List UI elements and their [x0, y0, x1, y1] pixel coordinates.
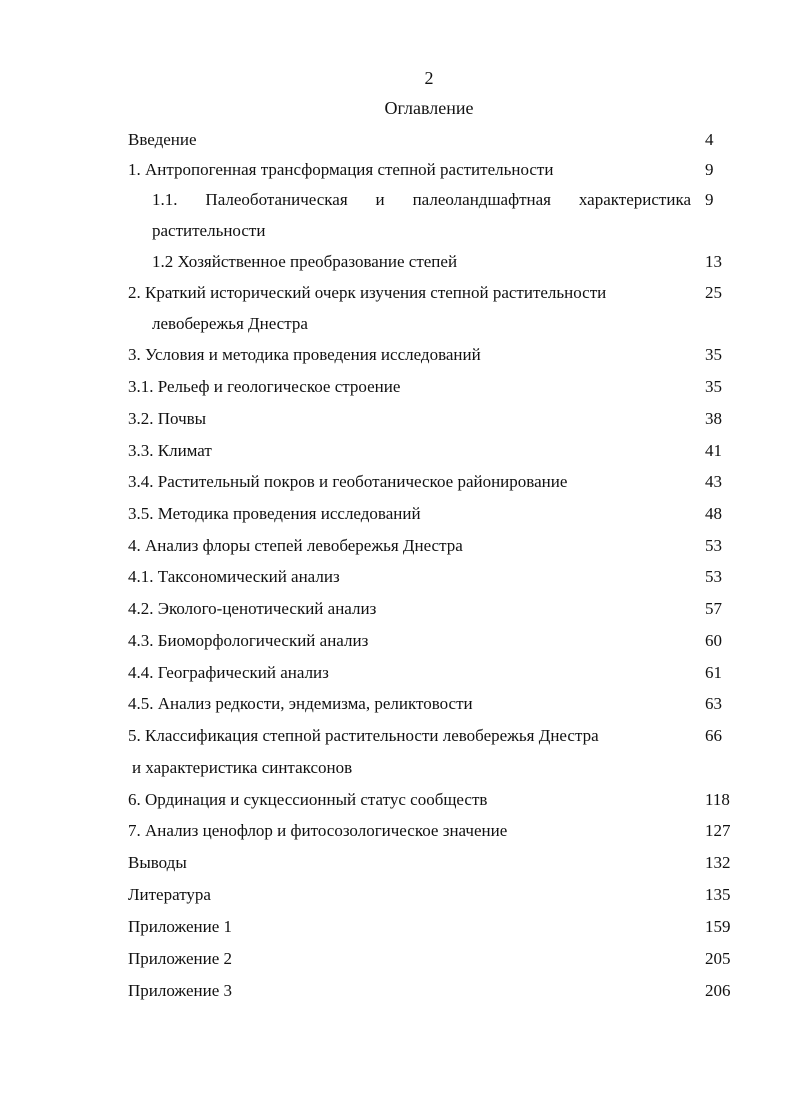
toc-entry-text-continued: растительности [152, 221, 266, 240]
toc-entry-text: 3.5. Методика проведения исследований [128, 504, 421, 523]
toc-entry-page: 38 [705, 409, 722, 428]
toc-entry-text: 4.4. Географический анализ [128, 663, 329, 682]
toc-entry-page: 132 [705, 853, 731, 872]
toc-entry-page: 60 [705, 631, 722, 650]
toc-entry-text: 1. Антропогенная трансформация степной растительности [128, 160, 554, 179]
toc-entry-page: 13 [705, 252, 722, 271]
toc-entry-page: 53 [705, 536, 722, 555]
toc-entry-page: 135 [705, 885, 731, 904]
toc-entry-page: 41 [705, 441, 722, 460]
toc-entry-text: 3.3. Климат [128, 441, 212, 460]
toc-entry-page: 66 [705, 726, 722, 745]
toc-entry-page: 159 [705, 917, 731, 936]
toc-entry-page: 43 [705, 472, 722, 491]
toc-entry-text: 1.2 Хозяйственное преобразование степей [152, 252, 458, 271]
toc-entry-page: 205 [705, 949, 731, 968]
toc-entry-page: 127 [705, 821, 731, 840]
toc-entry-page: 61 [705, 663, 722, 682]
toc-entry-text: Приложение 1 [128, 917, 232, 936]
toc-entry-text: 1.1. Палеоботаническая и палеоландшафтная характеристика [152, 190, 691, 209]
toc-entry-page: 48 [705, 504, 722, 523]
toc-entry-text: 4.3. Биоморфологический анализ [128, 631, 369, 650]
toc-entry-text: 3. Условия и методика проведения исследований [128, 345, 481, 364]
toc-entry-page: 57 [705, 599, 722, 618]
toc-entry-text: 4. Анализ флоры степей левобережья Днестра [128, 536, 463, 555]
toc-entry-text: Выводы [128, 853, 187, 872]
toc-entry-text: Приложение 2 [128, 949, 232, 968]
toc-entry-page: 206 [705, 981, 731, 1000]
toc-entry-page: 35 [705, 345, 722, 364]
toc-entry-page: 35 [705, 377, 722, 396]
toc-entry-text-continued: левобережья Днестра [152, 314, 308, 333]
toc-entry-text: 4.1. Таксономический анализ [128, 567, 340, 586]
toc-entry-text: Введение [128, 130, 197, 149]
toc-entry-page: 9 [705, 190, 714, 209]
toc-entry-text: 3.4. Растительный покров и геоботаническое районирование [128, 472, 568, 491]
toc-entry-text: 4.2. Эколого-ценотический анализ [128, 599, 377, 618]
toc-entry-text: 7. Анализ ценофлор и фитосозологическое значение [128, 821, 508, 840]
toc-entry-page: 9 [705, 160, 714, 179]
toc-entry-page: 4 [705, 130, 714, 149]
page-title: Оглавление [384, 98, 474, 118]
toc-entry-page: 63 [705, 694, 722, 713]
toc-entry-page: 53 [705, 567, 722, 586]
toc-entry-text: 4.5. Анализ редкости, эндемизма, реликтовости [128, 694, 473, 713]
toc-entry-text-continued: и характеристика синтаксонов [132, 758, 353, 777]
toc-entry-text: Приложение 3 [128, 981, 232, 1000]
toc-entry-text: Литература [128, 885, 211, 904]
toc-entry-page: 118 [705, 790, 730, 809]
toc-entry-text: 5. Классификация степной растительности левобережья Днестра [128, 726, 599, 745]
toc-entry-text: 3.1. Рельеф и геологическое строение [128, 377, 401, 396]
toc-entry-page: 25 [705, 283, 722, 302]
toc-entry-text: 3.2. Почвы [128, 409, 207, 428]
toc-entry-text: 2. Краткий исторический очерк изучения степной растительности [128, 283, 607, 302]
toc-entry-text: 6. Ординация и сукцессионный статус сообществ [128, 790, 488, 809]
page-number: 2 [424, 68, 434, 88]
